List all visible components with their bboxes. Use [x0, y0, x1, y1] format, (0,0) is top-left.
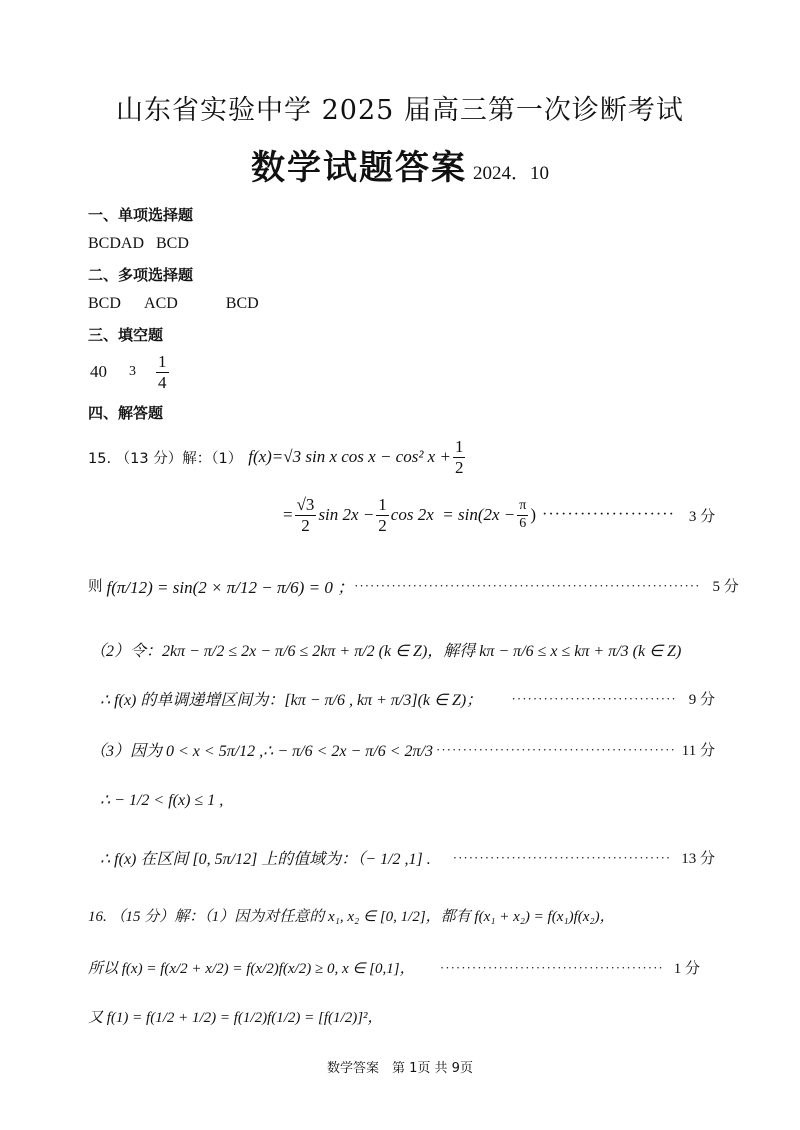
q15-cos2x: cos 2x = sin(2x − — [390, 505, 516, 525]
q15-l2-score: 3 分 — [688, 508, 716, 525]
q15-l5-text: ∴ f(x) 的单调递增区间为：[kπ − π/6 , kπ + π/3](k ∈ Z)； — [100, 692, 483, 709]
section-2-answers: BCD ACD BCD — [88, 295, 259, 312]
q15-frac-num: 1 — [454, 437, 464, 456]
q15-head: 15. （13 分）解：（1） — [88, 450, 243, 467]
doc-title: 数学试题答案 — [250, 148, 467, 188]
q15-f1-num: √3 — [296, 495, 315, 514]
q15-l6-score: 11 分 — [681, 743, 715, 759]
section-1-answers: BCDAD BCD — [88, 235, 189, 252]
q15-frac-pi-6 — [517, 498, 528, 531]
q16-l2-dots: ·········································· — [439, 959, 664, 975]
q15-l8-score: 13 分 — [681, 851, 715, 867]
q15-f-def-frac — [453, 437, 466, 477]
q16-l2-score: 1 分 — [673, 961, 700, 977]
q15-l3-score: 5 分 — [712, 579, 739, 595]
q15-line-7: ∴ − 1/2 < f(x) ≤ 1 , — [100, 792, 224, 809]
q15-l5-dots: ······························· — [511, 690, 677, 706]
q15-line-1 — [88, 437, 467, 477]
q15-f1-den: 2 — [301, 515, 310, 535]
q15-sin2x: sin 2x − — [318, 505, 375, 525]
fill-answer-3-den: 4 — [158, 372, 167, 392]
section-1-title: 一、单项选择题 — [88, 206, 194, 224]
section-2-title: 二、多项选择题 — [88, 266, 194, 284]
doc-date: 2024．10 — [472, 163, 549, 184]
section-3-answers — [90, 352, 171, 392]
fill-answer-1: 40 — [90, 362, 107, 382]
q15-eq: = — [283, 505, 293, 525]
q15-frac-sqrt3-2 — [295, 495, 317, 535]
q16-line-1: 16. （15 分）解：（1）因为对任意的 x₁, x₂ ∈ [0, 1/2]，都有 f(x₁ + x₂) = f(x₁)f(x₂)， — [88, 909, 615, 925]
q16-line-3: 又 f(1) = f(1/2 + 1/2) = f(1/2)f(1/2) = [f(1/2)]²， — [88, 1010, 383, 1026]
q15-l3-dots: ································································· — [354, 577, 701, 593]
q15-l6-dots: ············································· — [435, 741, 676, 757]
q16-l2-text: 所以 f(x) = f(x/2 + x/2) = f(x/2)f(x/2) ≥ 0, x ∈ [0,1]， — [88, 961, 415, 977]
q15-f2-num: 1 — [378, 495, 387, 514]
q15-l6-text: （3）因为 0 < x < 5π/12 ,∴ − π/6 < 2x − π/6 < 2π/3 — [90, 743, 434, 760]
section-3-title: 三、填空题 — [88, 326, 164, 344]
q15-line-2 — [283, 495, 715, 535]
q15-line-6 — [90, 738, 715, 761]
q15-l2-dots: ····················· — [542, 506, 675, 524]
fill-answer-3-num: 1 — [158, 352, 167, 371]
q15-line-5 — [100, 687, 715, 710]
q15-f3-num: π — [517, 498, 528, 515]
q15-line-4: （2）令：2kπ − π/2 ≤ 2x − π/6 ≤ 2kπ + π/2 (k ∈ Z)，解得 kπ − π/6 ≤ x ≤ kπ + π/3 (k ∈ Z) — [90, 643, 682, 660]
school-title: 山东省实验中学 2025 届高三第一次诊断考试 — [116, 95, 684, 126]
q15-f2-den: 2 — [378, 515, 387, 535]
fill-answer-3 — [156, 352, 169, 392]
q15-f-def: f(x)=√3 sin x cos x − cos² x + — [248, 447, 451, 467]
q15-close-paren: ) — [530, 505, 536, 525]
q15-frac-1-2 — [376, 495, 389, 535]
q15-f3-den: 6 — [519, 515, 527, 531]
q16-line-2 — [88, 957, 700, 978]
q15-line-3 — [88, 573, 739, 598]
fill-answer-2: 3 — [129, 364, 136, 380]
q15-l3-expr: f(π/12) = sin(2 × π/12 − π/6) = 0 ； — [106, 578, 355, 597]
q15-l8-dots: ········································· — [452, 849, 672, 865]
q15-l5-score: 9 分 — [688, 692, 715, 708]
q15-l8-text: ∴ f(x) 在区间 [0, 5π/12] 上的值域为：（− 1/2 ,1] . — [100, 851, 431, 868]
section-4-title: 四、解答题 — [88, 404, 164, 422]
q15-line-8 — [100, 846, 715, 869]
doc-title-row — [0, 140, 800, 189]
page-footer: 数学答案 第 1页 共 9页 — [327, 1061, 473, 1076]
q15-l3-pre: 则 — [88, 579, 103, 595]
q15-frac-den: 2 — [454, 457, 464, 477]
